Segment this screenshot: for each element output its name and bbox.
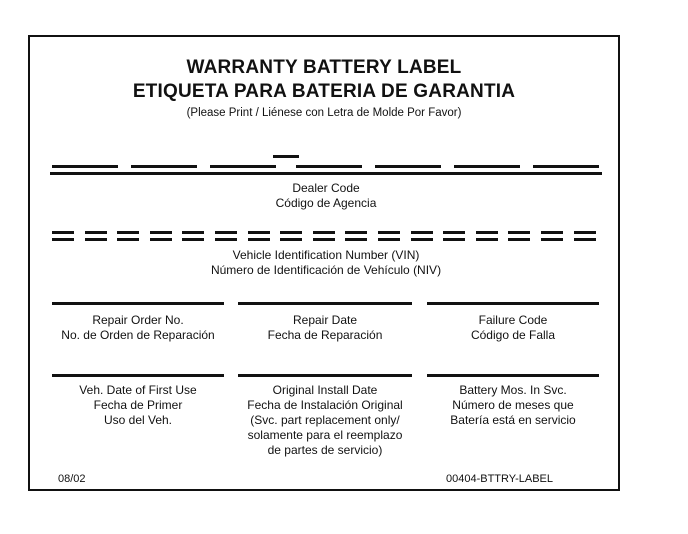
repair-order-line[interactable]: [52, 302, 224, 305]
vin-character-dash: [476, 238, 498, 241]
repair-date-line[interactable]: [238, 302, 412, 305]
vin-character-dash: [541, 231, 563, 234]
vin-character-dash: [215, 231, 237, 234]
vin-character-dash: [508, 238, 530, 241]
title-spanish: ETIQUETA PARA BATERIA DE GARANTIA: [132, 81, 516, 102]
vin-character-dash: [378, 231, 400, 234]
vin-character-dash: [280, 231, 302, 234]
first-use-line[interactable]: [52, 374, 224, 377]
vin-character-dash: [574, 231, 596, 234]
repair-date-caption: Repair Date Fecha de Reparación: [267, 313, 383, 342]
vin-character-dash: [248, 231, 270, 234]
dealer-code-line: [50, 172, 602, 175]
dealer-code-blank: [296, 165, 362, 168]
title-english: WARRANTY BATTERY LABEL: [186, 57, 462, 78]
form-number: 00404-BTTRY-LABEL: [446, 473, 554, 485]
vin-character-dash: [411, 231, 433, 234]
warranty-battery-label: [28, 35, 620, 491]
vin-character-dash: [443, 231, 465, 234]
months-service-line[interactable]: [427, 374, 599, 377]
revision-date: 08/02: [58, 473, 86, 485]
vin-character-dash: [313, 238, 335, 241]
dealer-code-blank: [375, 165, 441, 168]
vin-character-dash: [443, 238, 465, 241]
vin-character-dash: [411, 238, 433, 241]
vin-character-dash: [248, 238, 270, 241]
vin-character-dash: [215, 238, 237, 241]
vin-character-dash: [150, 238, 172, 241]
vin-character-dash: [280, 238, 302, 241]
install-date-caption: Original Install Date Fecha de Instalación Original (Svc. part replacement only/ solamente para el reemplazo de partes de servicio): [247, 383, 403, 457]
vin-character-dash: [182, 231, 204, 234]
vin-character-dash: [476, 231, 498, 234]
vin-character-dash: [182, 238, 204, 241]
dealer-code-blank: [210, 165, 276, 168]
dealer-code-blank: [131, 165, 197, 168]
dealer-code-separator: [273, 155, 299, 158]
install-date-line[interactable]: [238, 374, 412, 377]
vin-character-dash: [345, 238, 367, 241]
vin-character-dash: [345, 231, 367, 234]
months-service-caption: Battery Mos. In Svc. Número de meses que Batería está en servicio: [450, 383, 576, 427]
vin-character-dash: [541, 238, 563, 241]
vin-character-dash: [52, 231, 74, 234]
vin-character-dash: [85, 231, 107, 234]
dealer-code-blank: [533, 165, 599, 168]
vin-character-dash: [378, 238, 400, 241]
vin-character-dash: [117, 231, 139, 234]
vin-character-dash: [52, 238, 74, 241]
vin-character-dash: [85, 238, 107, 241]
vin-character-dash: [508, 231, 530, 234]
first-use-caption: Veh. Date of First Use Fecha de Primer Uso del Veh.: [79, 383, 197, 427]
failure-code-line[interactable]: [427, 302, 599, 305]
failure-code-caption: Failure Code Código de Falla: [470, 313, 556, 342]
repair-order-caption: Repair Order No. No. de Orden de Reparación: [61, 313, 215, 342]
dealer-code-blank: [454, 165, 520, 168]
print-instruction: (Please Print / Liénese con Letra de Molde Por Favor): [186, 107, 462, 119]
vin-character-dash: [117, 238, 139, 241]
dealer-code-caption: Dealer Code Código de Agencia: [275, 181, 377, 210]
vin-character-dash: [574, 238, 596, 241]
vin-character-dash: [313, 231, 335, 234]
dealer-code-blank: [52, 165, 118, 168]
vin-caption: Vehicle Identification Number (VIN) Número de Identificación de Vehículo (NIV): [210, 248, 442, 277]
vin-character-dash: [150, 231, 172, 234]
